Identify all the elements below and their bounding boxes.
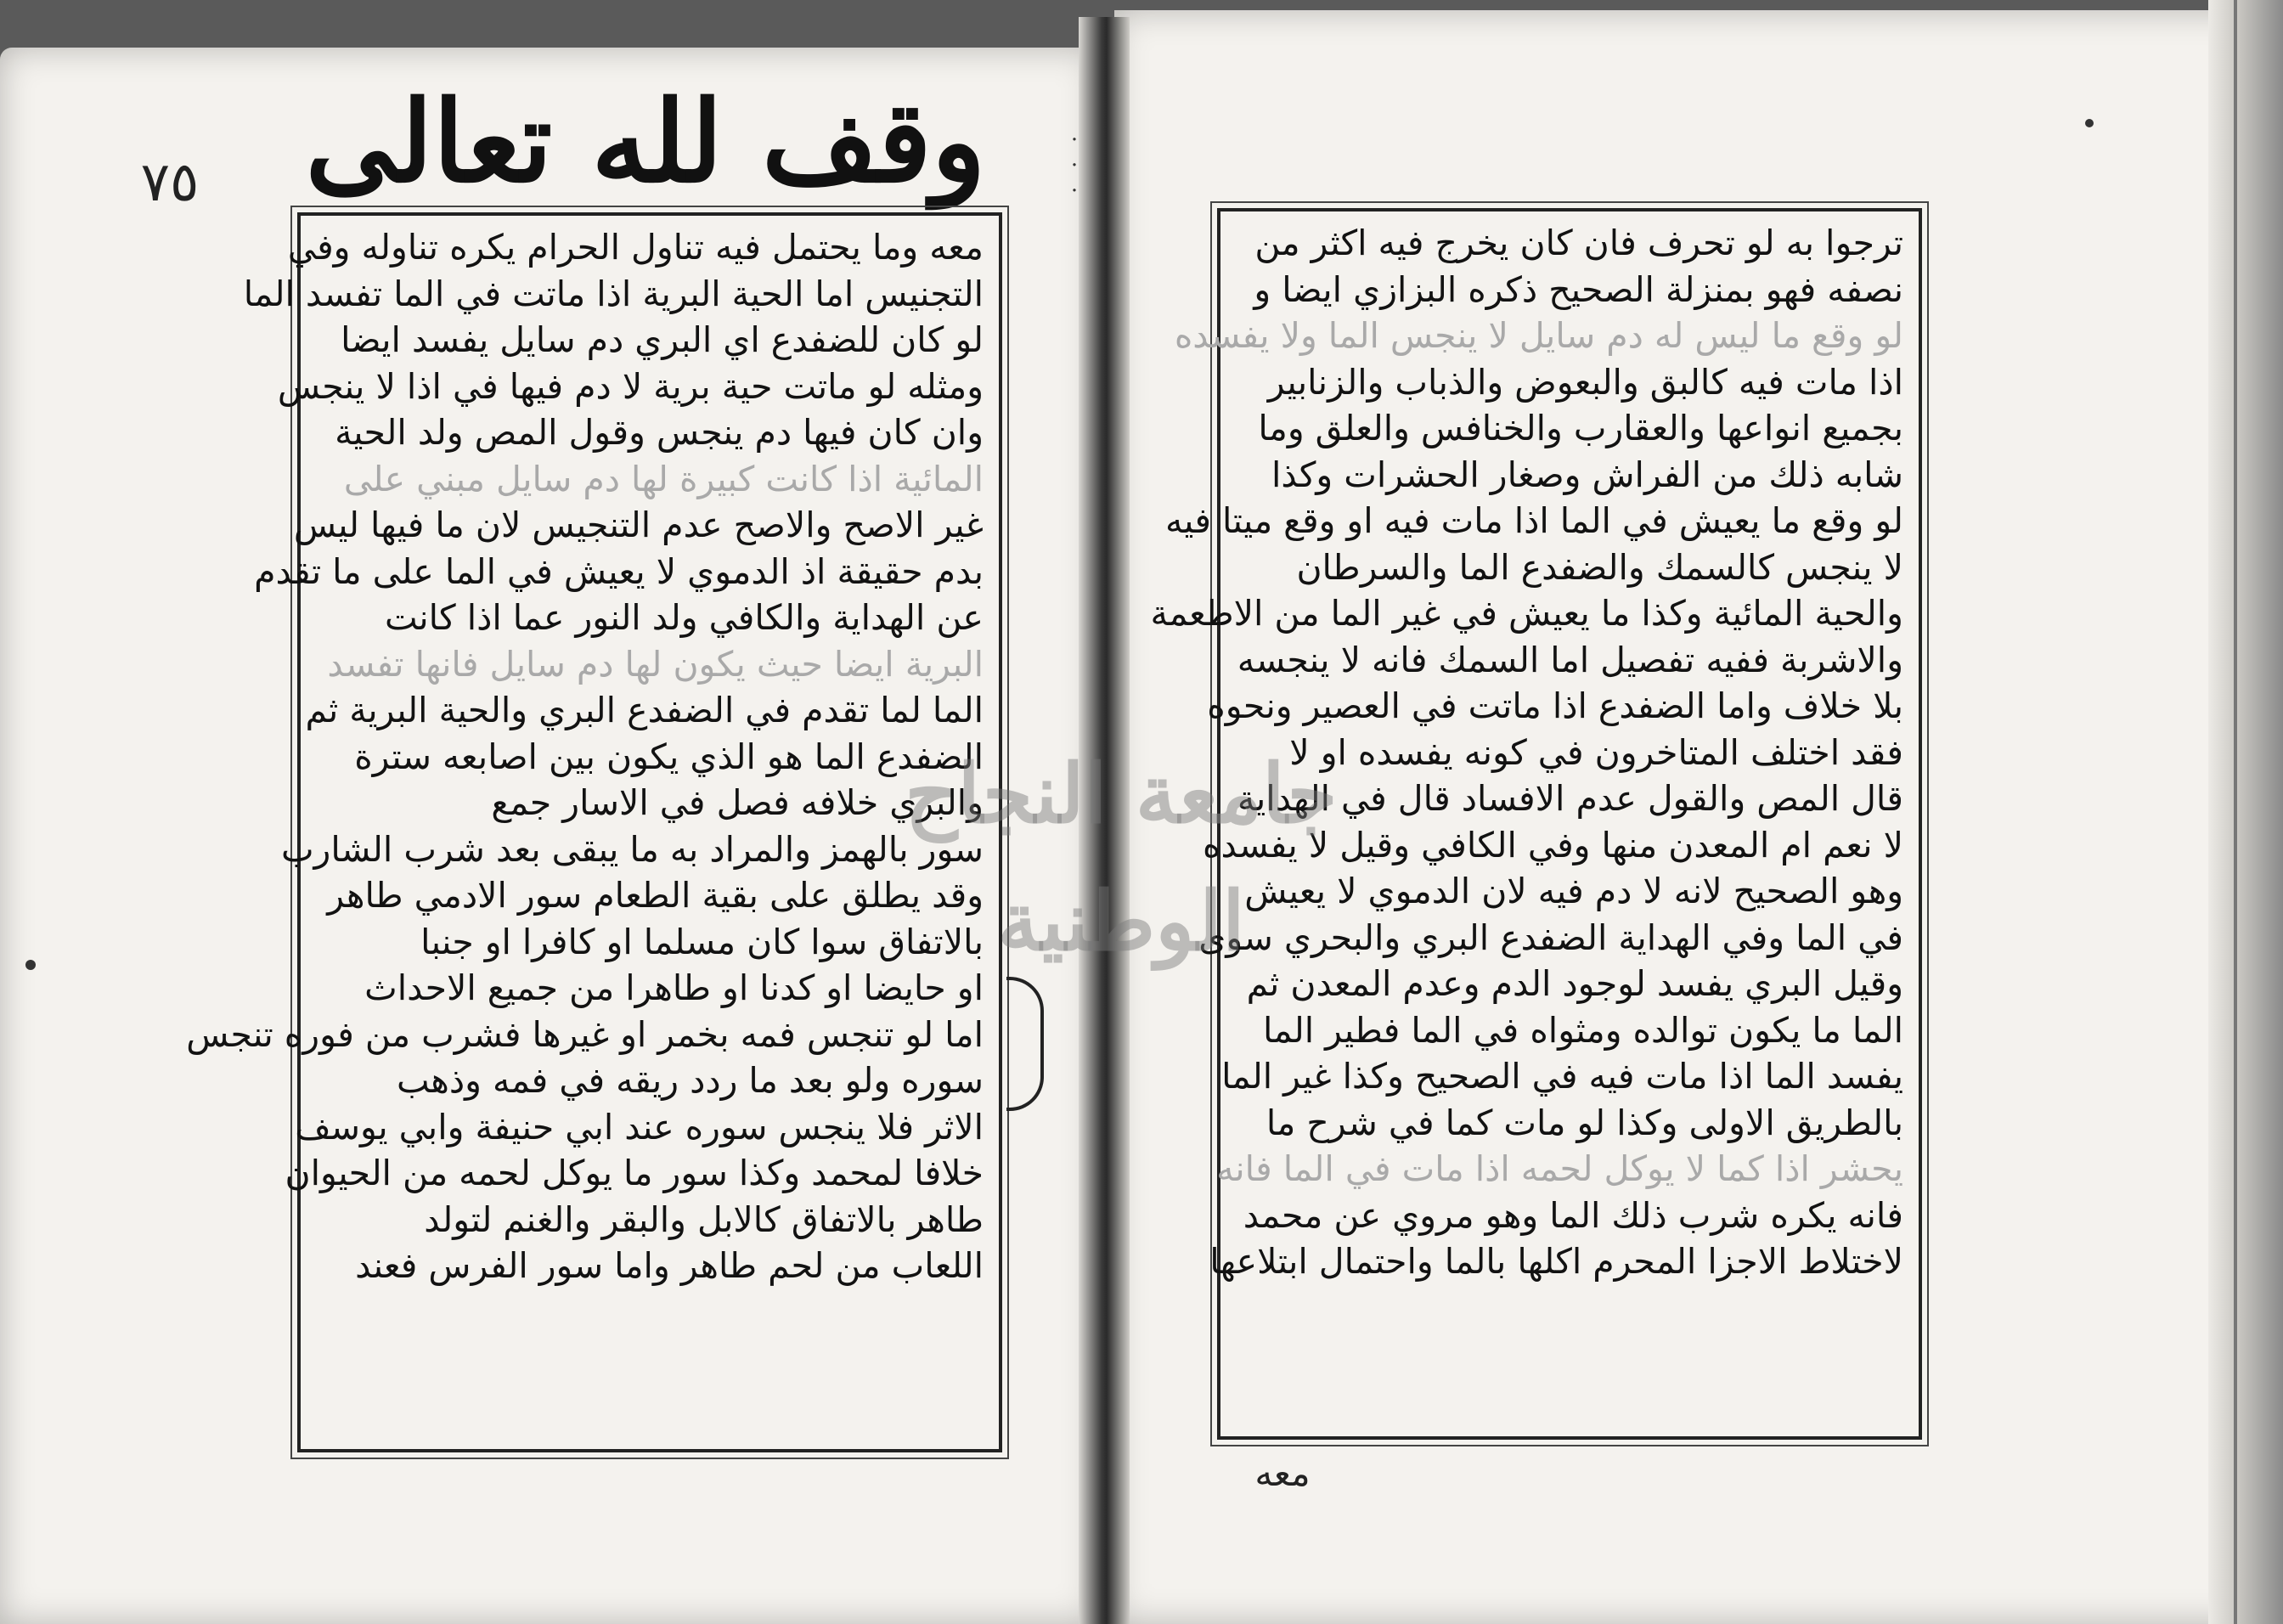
gutter-dots: · · · bbox=[1070, 127, 1079, 204]
waqf-heading: وقف لله تعالى bbox=[305, 76, 986, 208]
manuscript-line: لو وقع ما ليس له دم سايل لا ينجس الما ولا يفسده bbox=[1174, 315, 1903, 356]
manuscript-line: غير الاصح والاصح عدم التنجيس لان ما فيها ليس bbox=[293, 505, 984, 545]
library-watermark: جامعة النجاح الوطنية bbox=[905, 746, 1338, 969]
manuscript-line: في الما وفي الهداية الضفدع البري والبحري سوى bbox=[1198, 916, 1903, 958]
manuscript-line: والاشربة ففيه تفصيل اما السمك فانه لا ينجسه bbox=[1237, 639, 1903, 680]
manuscript-line: ترجوا به لو تحرف فان كان يخرج فيه اكثر من bbox=[1254, 223, 1903, 263]
manuscript-line: وهو الصحيح لانه لا دم فيه لان الدموي لا يعيش bbox=[1244, 871, 1903, 911]
manuscript-line: بالاتفاق سوا كان مسلما او كافرا او جنبا bbox=[420, 921, 984, 962]
manuscript-line: طاهر بالاتفاق كالابل والبقر والغنم لتولد bbox=[424, 1198, 984, 1240]
manuscript-line: اما لو تنجس فمه بخمر او غيرها فشرب من فوره تنجس bbox=[186, 1013, 984, 1055]
manuscript-line: المائية اذا كانت كبيرة لها دم سايل مبني على bbox=[343, 458, 984, 499]
manuscript-line: بدم حقيقة اذ الدموي لا يعيش في الما على ما تقدم bbox=[254, 550, 984, 592]
manuscript-line: بجميع انواعها والعقارب والخنافس والعلق وما bbox=[1258, 408, 1903, 448]
manuscript-line: لو وقع ما يعيش في الما اذا مات فيه او وقع ميتا فيه bbox=[1164, 500, 1903, 541]
manuscript-line: او حايضا او كدنا او طاهرا من جميع الاحداث bbox=[364, 967, 984, 1008]
manuscript-line: الاثر فلا ينجس سوره عند ابي حنيفة وابي يوسف bbox=[295, 1106, 984, 1148]
manuscript-line: فانه يكره شرب ذلك الما وهو مروي عن محمد bbox=[1243, 1194, 1903, 1236]
manuscript-line: فقد اختلف المتاخرون في كونه يفسده او لا bbox=[1289, 731, 1903, 773]
manuscript-line: وقد يطلق على بقية الطعام سور الادمي طاهر bbox=[327, 875, 984, 916]
manuscript-line: يفسد الما اذا مات فيه في الصحيح وكذا غير الما bbox=[1221, 1056, 1903, 1097]
folio-number: ٧٥ bbox=[140, 151, 200, 214]
manuscript-line: الما لما تقدم في الضفدع البري والحية البرية ثم bbox=[305, 690, 984, 730]
ink-spot bbox=[2085, 119, 2094, 127]
manuscript-line: اذا مات فيه كالبق والبعوض والذباب والزنابير bbox=[1267, 361, 1903, 403]
manuscript-line: التجنيس اما الحية البرية اذا ماتت في الما تفسد الما bbox=[243, 273, 984, 314]
ink-spot bbox=[25, 960, 36, 970]
manuscript-line: الضفدع الما هو الذي يكون بين اصابعه سترة bbox=[354, 736, 984, 777]
manuscript-line: بالطريق الاولى وكذا لو مات كما في شرح ما bbox=[1266, 1102, 1903, 1143]
manuscript-line: لو كان للضفدع اي البري دم سايل يفسد ايضا bbox=[341, 319, 984, 360]
manuscript-line: الما ما يكون توالده ومثواه في الما فطير الما bbox=[1263, 1009, 1903, 1051]
manuscript-line: ومثله لو ماتت حية برية لا دم فيها في اذا لا ينجس bbox=[277, 365, 984, 407]
manuscript-line: لا ينجس كالسمك والضفدع الما والسرطان bbox=[1296, 546, 1903, 588]
manuscript-line: سوره ولو بعد ما ردد ريقه في فمه وذهب bbox=[397, 1060, 984, 1101]
catchword: معه bbox=[1254, 1452, 1311, 1494]
manuscript-line: نصفه فهو بمنزلة الصحيح ذكره البزازي ايضا و bbox=[1254, 268, 1903, 310]
manuscript-line: وان كان فيها دم ينجس وقول المص ولد الحية bbox=[335, 412, 984, 453]
manuscript-line: لاختلاط الاجزا المحرم اكلها بالما واحتمال ابتلاعها bbox=[1209, 1241, 1903, 1282]
manuscript-line: والبري خلافه فصل في الاسار جمع bbox=[491, 782, 984, 823]
manuscript-line: يحشر اذا كما لا يوكل لحمه اذا مات في الما فانه bbox=[1216, 1148, 1903, 1189]
manuscript-line: شابه ذلك من الفراش وصغار الحشرات وكذا bbox=[1271, 454, 1903, 495]
manuscript-line: قال المص والقول عدم الافساد قال في الهداية bbox=[1237, 778, 1903, 819]
manuscript-line: لا نعم ام المعدن منها وفي الكافي وقيل لا يفسده bbox=[1203, 824, 1903, 866]
manuscript-line: سور بالهمز والمراد به ما يبقى بعد شرب الشارب bbox=[280, 828, 984, 870]
page-edge bbox=[2208, 0, 2283, 1624]
manuscript-line: عن الهداية والكافي ولد النور عما اذا كانت bbox=[384, 597, 984, 638]
manuscript-line: البرية ايضا حيث يكون لها دم سايل فانها تفسد bbox=[327, 643, 984, 685]
manuscript-line: خلافا لمحمد وكذا سور ما يوكل لحمه من الحيوان bbox=[285, 1153, 984, 1193]
manuscript-line: معه وما يحتمل فيه تناول الحرام يكره تناوله وفي bbox=[287, 227, 984, 268]
margin-bracket-mark bbox=[1006, 977, 1044, 1111]
manuscript-line: والحية المائية وكذا ما يعيش في غير الما من الاطعمة bbox=[1150, 593, 1903, 634]
manuscript-line: بلا خلاف واما الضفدع اذا ماتت في العصير ونحوه bbox=[1207, 685, 1903, 726]
manuscript-line: اللعاب من لحم طاهر واما سور الفرس فعند bbox=[355, 1245, 984, 1286]
manuscript-line: وقيل البري يفسد لوجود الدم وعدم المعدن ثم bbox=[1246, 963, 1903, 1004]
